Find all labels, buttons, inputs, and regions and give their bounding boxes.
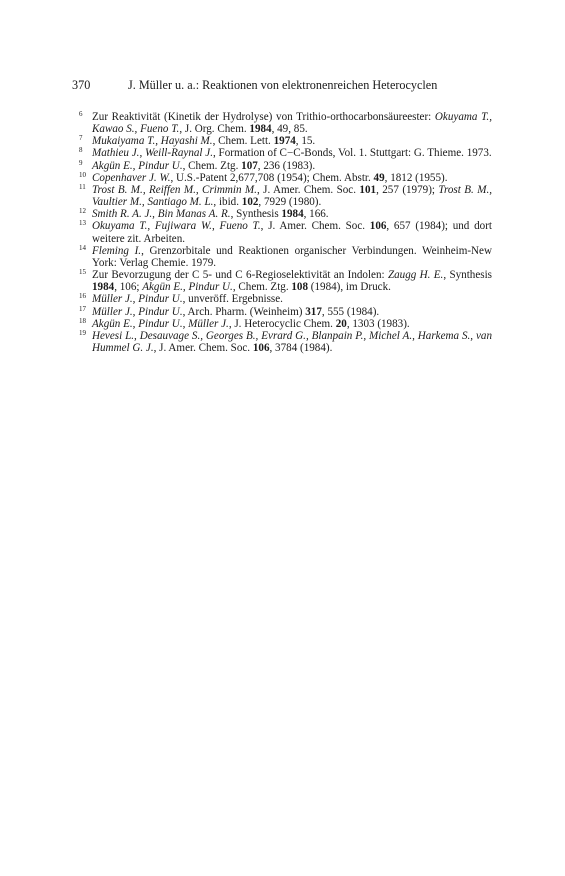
reference-number: 17	[79, 304, 86, 313]
reference-text: , 106;	[114, 281, 143, 294]
reference-text: , Chem. Ztg.	[232, 281, 292, 294]
reference-entry	[79, 269, 492, 293]
reference-text: , Arch. Pharm. (Weinheim)	[182, 305, 306, 318]
reference-authors: Copenhaver J. W.	[92, 171, 171, 184]
reference-volume: 106	[369, 220, 387, 233]
reference-text: , 3784 (1984).	[269, 341, 333, 354]
reference-volume: 1984	[92, 281, 115, 294]
reference-text: , J. Amer. Chem. Soc.	[256, 183, 360, 196]
reference-volume: 102	[241, 196, 259, 209]
reference-number: 11	[79, 182, 86, 191]
reference-volume: 1984	[281, 208, 304, 221]
reference-number: 7	[79, 134, 83, 143]
reference-number: 14	[79, 243, 86, 252]
reference-volume: 101	[359, 183, 377, 196]
reference-text: , 7929 (1980).	[258, 196, 322, 209]
reference-text: , 236 (1983).	[257, 159, 316, 172]
reference-text: , 657 (1984); und dort weitere zit. Arbeiten.	[92, 220, 492, 245]
reference-text: , Synthesis	[230, 208, 282, 221]
reference-volume: 49	[373, 171, 385, 184]
reference-volume: 108	[291, 281, 309, 294]
reference-text: , U.S.-Patent 2,677,708 (1954); Chem. Abstr.	[170, 171, 374, 184]
reference-text: , Grenzorbitale und Reaktionen organischer Verbindungen. Weinheim-New York: Verlag Chemie. 1979.	[92, 244, 492, 269]
reference-number: 12	[79, 207, 86, 216]
reference-volume: 317	[305, 305, 322, 318]
reference-authors: Akgün E., Pindur U., Müller J.	[92, 317, 229, 330]
reference-entry	[79, 220, 492, 244]
running-title: J. Müller u. a.: Reaktionen von elektronenreichen Heterocyclen	[128, 78, 438, 92]
reference-text: , 555 (1984).	[321, 305, 380, 318]
reference-authors: Müller J., Pindur U.	[92, 293, 183, 306]
reference-entry	[79, 330, 492, 354]
reference-authors: Müller J., Pindur U.	[92, 305, 183, 318]
reference-text: , J. Amer. Chem. Soc.	[260, 220, 370, 233]
reference-entry	[79, 318, 492, 330]
reference-authors: Trost B. M., Reiffen M., Crimmin M.	[92, 183, 257, 196]
reference-text: , J. Amer. Chem. Soc.	[153, 341, 253, 354]
reference-volume: 20	[335, 317, 347, 330]
reference-authors: Mathieu J., Weill-Raynal J.	[92, 147, 213, 160]
reference-authors: Fleming I.	[92, 244, 142, 257]
reference-volume: 1984	[249, 123, 272, 136]
reference-text: (1984), im Druck.	[308, 281, 391, 294]
reference-volume: 1974	[273, 135, 296, 148]
reference-number: 8	[79, 146, 83, 155]
page-number: 370	[72, 78, 91, 92]
reference-text: , unveröff. Ergebnisse.	[182, 293, 283, 306]
reference-text: Zur Reaktivität (Kinetik der Hydrolyse) von Trithio-orthocarbonsäureester:	[92, 111, 435, 123]
reference-authors: Akgün E., Pindur U.	[92, 159, 183, 172]
reference-authors: Okuyama T., Kawao S., Fueno T.	[92, 111, 492, 136]
reference-text: , 166.	[303, 208, 329, 221]
reference-entry	[79, 111, 492, 135]
reference-authors: Trost B. M., Vaultier M., Santiago M. L.	[92, 183, 492, 209]
reference-text: , 257 (1979);	[376, 183, 439, 196]
reference-text: Zur Bevorzugung der C 5- und C 6-Regioselektivität an Indolen:	[92, 269, 388, 282]
reference-number: 16	[79, 292, 86, 301]
reference-number: 18	[79, 316, 86, 325]
reference-text: , Synthesis	[443, 269, 492, 282]
reference-number: 15	[79, 268, 86, 277]
reference-volume: 106	[252, 341, 270, 354]
reference-authors: Mukaiyama T., Hayashi M.	[92, 135, 213, 148]
reference-entry	[79, 147, 492, 159]
reference-volume: 107	[241, 159, 258, 172]
reference-text: , 49, 85.	[271, 123, 308, 136]
reference-number: 10	[79, 170, 86, 179]
reference-number: 9	[79, 158, 83, 167]
reference-text: , 1812 (1955).	[384, 171, 448, 184]
reference-entry	[79, 293, 492, 305]
reference-number: 6	[79, 110, 83, 118]
reference-authors: Smith R. A. J., Bin Manas A. R.	[92, 208, 231, 221]
reference-list	[79, 111, 492, 354]
reference-text: , ibid.	[213, 196, 242, 209]
reference-entry	[79, 306, 492, 318]
reference-number: 19	[79, 328, 86, 337]
reference-text: , Chem. Ztg.	[182, 159, 242, 172]
reference-entry	[79, 135, 492, 147]
reference-entry	[79, 184, 492, 208]
reference-text: , Formation of C−C-Bonds, Vol. 1. Stuttgart: G. Thieme. 1973.	[212, 147, 492, 160]
reference-text: , J. Org. Chem.	[179, 123, 250, 136]
reference-text: , Chem. Lett.	[212, 135, 274, 148]
reference-authors: Okuyama T., Fujiwara W., Fueno T.	[92, 220, 261, 233]
reference-text: , J. Heterocyclic Chem.	[228, 317, 336, 330]
reference-number: 13	[79, 219, 86, 228]
reference-authors: Hevesi L., Desauvage S., Georges B., Evrard G., Blanpain P., Michel A., Harkema S., van Hummel G. J.	[92, 329, 492, 354]
reference-text: , 1303 (1983).	[346, 317, 410, 330]
reference-entry	[79, 208, 492, 220]
reference-entry	[79, 160, 492, 172]
reference-authors: Zaugg H. E.	[387, 269, 444, 282]
reference-text: , 15.	[295, 135, 316, 148]
reference-entry	[79, 245, 492, 269]
reference-entry	[79, 172, 492, 184]
running-header	[72, 78, 437, 92]
reference-authors: Akgün E., Pindur U.	[142, 281, 233, 294]
